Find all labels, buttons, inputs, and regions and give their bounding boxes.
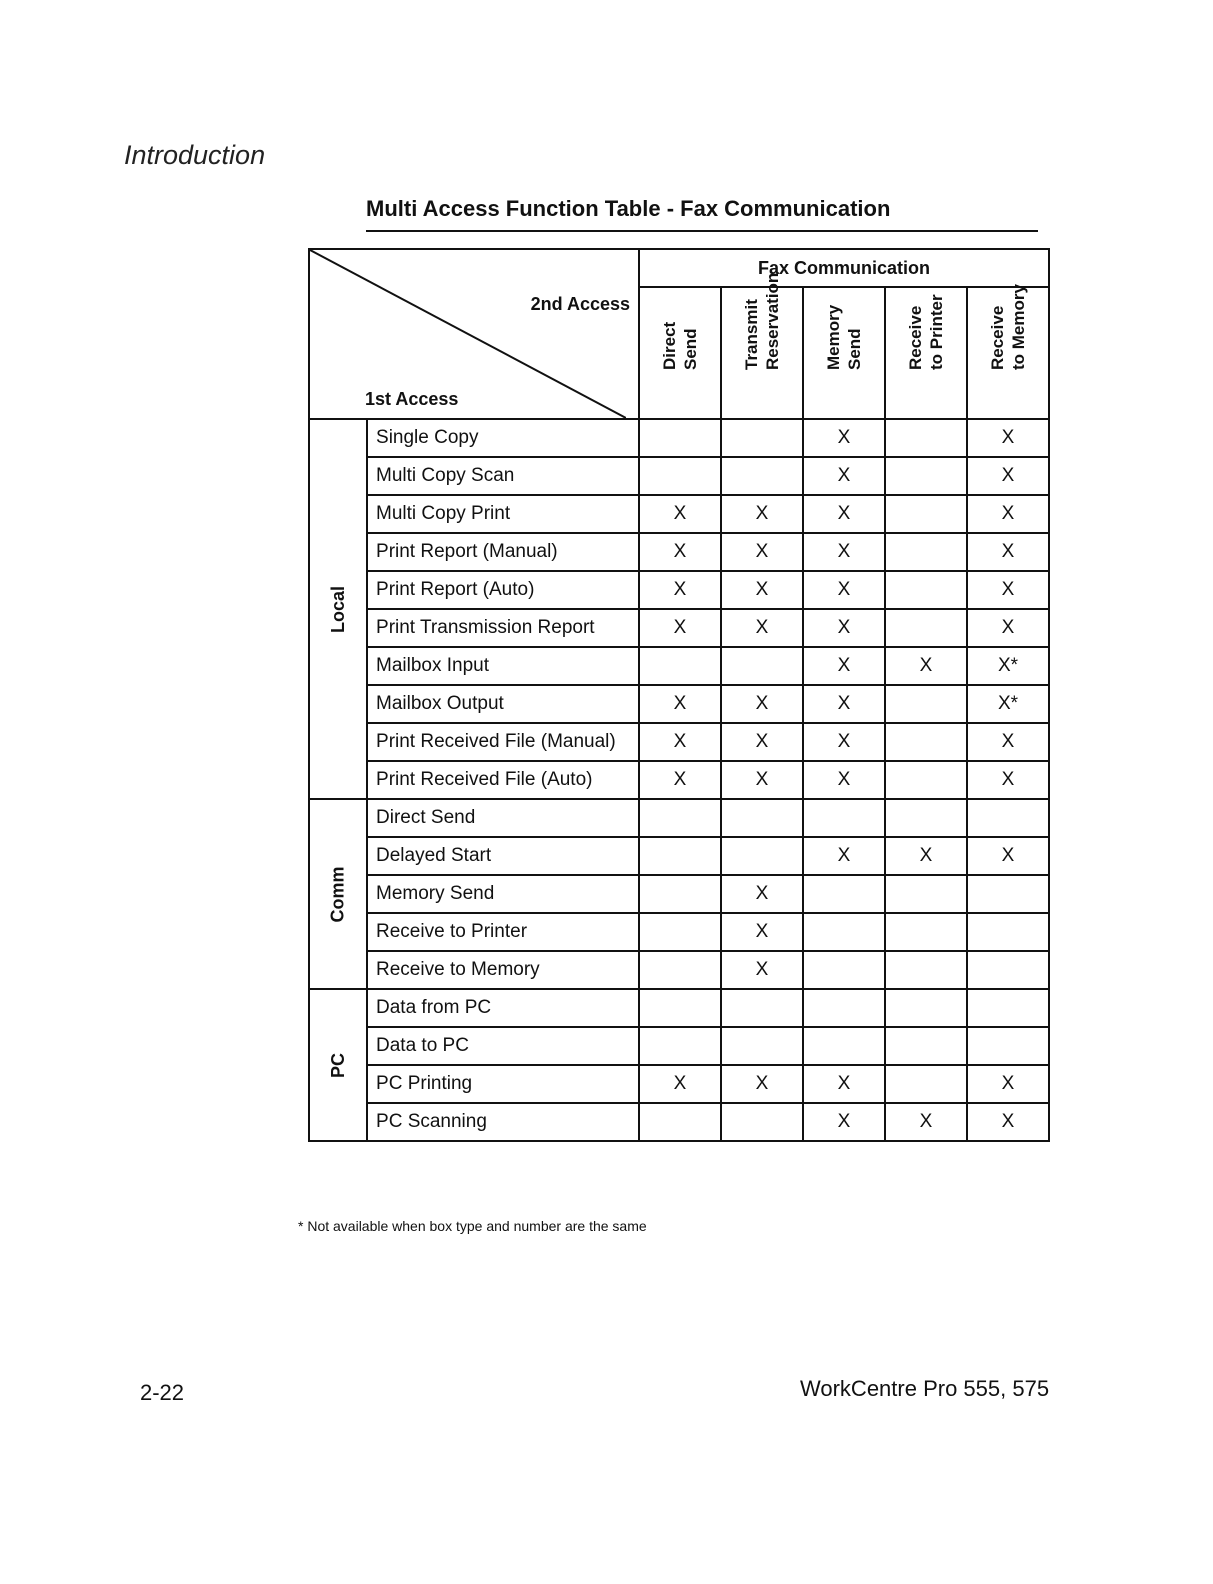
table-row (309, 989, 1049, 1027)
column-header-line: Send (681, 328, 701, 370)
availability-cell (967, 875, 1049, 913)
column-header (803, 287, 885, 419)
column-header-line: Reservation (763, 272, 783, 370)
group-cell-pc (309, 989, 367, 1141)
availability-cell: X (721, 495, 803, 533)
availability-cell (885, 989, 967, 1027)
availability-cell: X (639, 761, 721, 799)
availability-cell: X (639, 571, 721, 609)
row-label: Multi Copy Scan (367, 457, 639, 495)
availability-cell (721, 837, 803, 875)
availability-cell (885, 609, 967, 647)
availability-cell: X (803, 761, 885, 799)
availability-cell: X (967, 723, 1049, 761)
availability-cell: X (885, 837, 967, 875)
table-row (309, 495, 1049, 533)
row-label: Mailbox Input (367, 647, 639, 685)
availability-cell (885, 571, 967, 609)
multi-access-table (308, 248, 1050, 1142)
availability-cell (639, 989, 721, 1027)
availability-cell (721, 1027, 803, 1065)
table-row (309, 723, 1049, 761)
column-header-line: Receive (906, 305, 926, 370)
row-label: Data to PC (367, 1027, 639, 1065)
availability-cell: X (639, 495, 721, 533)
availability-cell (639, 1103, 721, 1141)
availability-cell: X (803, 457, 885, 495)
availability-cell (885, 685, 967, 723)
table-row (309, 1065, 1049, 1103)
availability-cell (967, 913, 1049, 951)
availability-cell (639, 913, 721, 951)
availability-cell: X (721, 913, 803, 951)
availability-cell (967, 1027, 1049, 1065)
availability-cell: X (803, 723, 885, 761)
availability-cell: X (639, 1065, 721, 1103)
availability-cell: X (639, 723, 721, 761)
row-label: PC Scanning (367, 1103, 639, 1141)
group-label: PC (327, 1052, 348, 1078)
table-row (309, 419, 1049, 457)
availability-cell (885, 1027, 967, 1065)
row-label: Data from PC (367, 989, 639, 1027)
row-label: Print Transmission Report (367, 609, 639, 647)
group-label: Comm (327, 865, 348, 923)
table-row (309, 571, 1049, 609)
column-header (721, 272, 803, 419)
row-label: Mailbox Output (367, 685, 639, 723)
availability-cell (885, 761, 967, 799)
availability-cell (639, 419, 721, 457)
availability-cell: X (721, 723, 803, 761)
availability-cell (639, 799, 721, 837)
footnote: * Not available when box type and number are the same (298, 1218, 647, 1234)
availability-cell: X (721, 685, 803, 723)
availability-cell: X (721, 1065, 803, 1103)
availability-cell: X (803, 571, 885, 609)
group-cell-local (309, 419, 367, 799)
first-access-label: 1st Access (365, 389, 459, 409)
availability-cell: X (803, 685, 885, 723)
column-header (967, 284, 1049, 419)
table-row (309, 761, 1049, 799)
availability-cell (885, 419, 967, 457)
availability-cell: X (967, 609, 1049, 647)
availability-cell: X (721, 609, 803, 647)
availability-cell (885, 723, 967, 761)
column-header (639, 287, 721, 419)
availability-cell: X (721, 951, 803, 989)
availability-cell: X (967, 1103, 1049, 1141)
fax-communication-header: Fax Communication (639, 249, 1049, 287)
availability-cell: X (721, 571, 803, 609)
table-row (309, 913, 1049, 951)
table-row (309, 609, 1049, 647)
table-row (309, 1103, 1049, 1141)
availability-cell: X* (967, 685, 1049, 723)
row-label: Print Received File (Manual) (367, 723, 639, 761)
availability-cell (885, 951, 967, 989)
row-label: Receive to Printer (367, 913, 639, 951)
row-label: Print Report (Manual) (367, 533, 639, 571)
column-header-line: Memory (824, 304, 844, 370)
availability-cell: X (721, 533, 803, 571)
group-label: Local (327, 585, 348, 633)
availability-cell (885, 533, 967, 571)
availability-cell (885, 799, 967, 837)
table-row (309, 875, 1049, 913)
column-header-line: Direct (660, 321, 680, 370)
column-header-line: Transmit (742, 299, 762, 370)
availability-cell (721, 647, 803, 685)
availability-cell: X (803, 533, 885, 571)
availability-cell (803, 799, 885, 837)
availability-cell (639, 837, 721, 875)
availability-cell (885, 495, 967, 533)
availability-cell: X (639, 609, 721, 647)
product-name: WorkCentre Pro 555, 575 (800, 1376, 1050, 1401)
page-number: 2-22 (140, 1380, 185, 1405)
diagonal-divider (310, 250, 626, 418)
availability-cell (885, 457, 967, 495)
row-label: Memory Send (367, 875, 639, 913)
table-row (309, 457, 1049, 495)
second-access-label: 2nd Access (530, 294, 631, 314)
row-label: Print Received File (Auto) (367, 761, 639, 799)
availability-cell (803, 1027, 885, 1065)
section-title: Introduction (124, 140, 266, 170)
availability-cell: X (721, 761, 803, 799)
availability-cell: X (803, 419, 885, 457)
availability-cell (803, 951, 885, 989)
availability-cell (967, 989, 1049, 1027)
availability-cell (721, 419, 803, 457)
availability-cell: X (967, 837, 1049, 875)
availability-cell (721, 457, 803, 495)
availability-cell (721, 799, 803, 837)
row-label: Receive to Memory (367, 951, 639, 989)
table-row (309, 1027, 1049, 1065)
availability-cell (885, 913, 967, 951)
column-header-line: Send (845, 328, 865, 370)
table-row (309, 799, 1049, 837)
availability-cell (721, 989, 803, 1027)
column-header-line: Receive (988, 305, 1008, 370)
table-row (309, 533, 1049, 571)
column-header (885, 287, 967, 419)
row-label: Single Copy (367, 419, 639, 457)
availability-cell: X (967, 571, 1049, 609)
row-label: Direct Send (367, 799, 639, 837)
availability-cell: X (885, 647, 967, 685)
availability-cell (639, 951, 721, 989)
group-cell-comm (309, 799, 367, 989)
availability-cell (885, 1065, 967, 1103)
table-row (309, 837, 1049, 875)
availability-cell (639, 875, 721, 913)
availability-cell: X (885, 1103, 967, 1141)
availability-cell (803, 913, 885, 951)
availability-cell: X (967, 533, 1049, 571)
availability-cell: X (967, 419, 1049, 457)
table-row (309, 951, 1049, 989)
column-header-line: to Memory (1009, 284, 1029, 370)
availability-cell: X (803, 495, 885, 533)
availability-cell (639, 1027, 721, 1065)
row-label: Multi Copy Print (367, 495, 639, 533)
availability-cell: X (639, 533, 721, 571)
title-divider (366, 230, 1038, 232)
availability-cell (885, 875, 967, 913)
availability-cell: X (803, 609, 885, 647)
availability-cell: X (803, 647, 885, 685)
table-title: Multi Access Function Table - Fax Communication (366, 196, 891, 221)
availability-cell: X (967, 761, 1049, 799)
availability-cell (639, 647, 721, 685)
availability-cell: X (967, 495, 1049, 533)
availability-cell: X (967, 457, 1049, 495)
table-row (309, 647, 1049, 685)
availability-cell (721, 1103, 803, 1141)
availability-cell: X (803, 1065, 885, 1103)
availability-cell: X (803, 837, 885, 875)
table-row (309, 685, 1049, 723)
availability-cell: X (967, 1065, 1049, 1103)
row-label: Print Report (Auto) (367, 571, 639, 609)
availability-cell: X (639, 685, 721, 723)
availability-cell (803, 875, 885, 913)
availability-cell (967, 799, 1049, 837)
availability-cell: X (721, 875, 803, 913)
access-corner-cell (309, 249, 639, 419)
availability-cell: X* (967, 647, 1049, 685)
availability-cell (803, 989, 885, 1027)
row-label: Delayed Start (367, 837, 639, 875)
availability-cell: X (803, 1103, 885, 1141)
row-label: PC Printing (367, 1065, 639, 1103)
availability-cell (967, 951, 1049, 989)
column-header-line: to Printer (927, 294, 947, 370)
availability-cell (639, 457, 721, 495)
